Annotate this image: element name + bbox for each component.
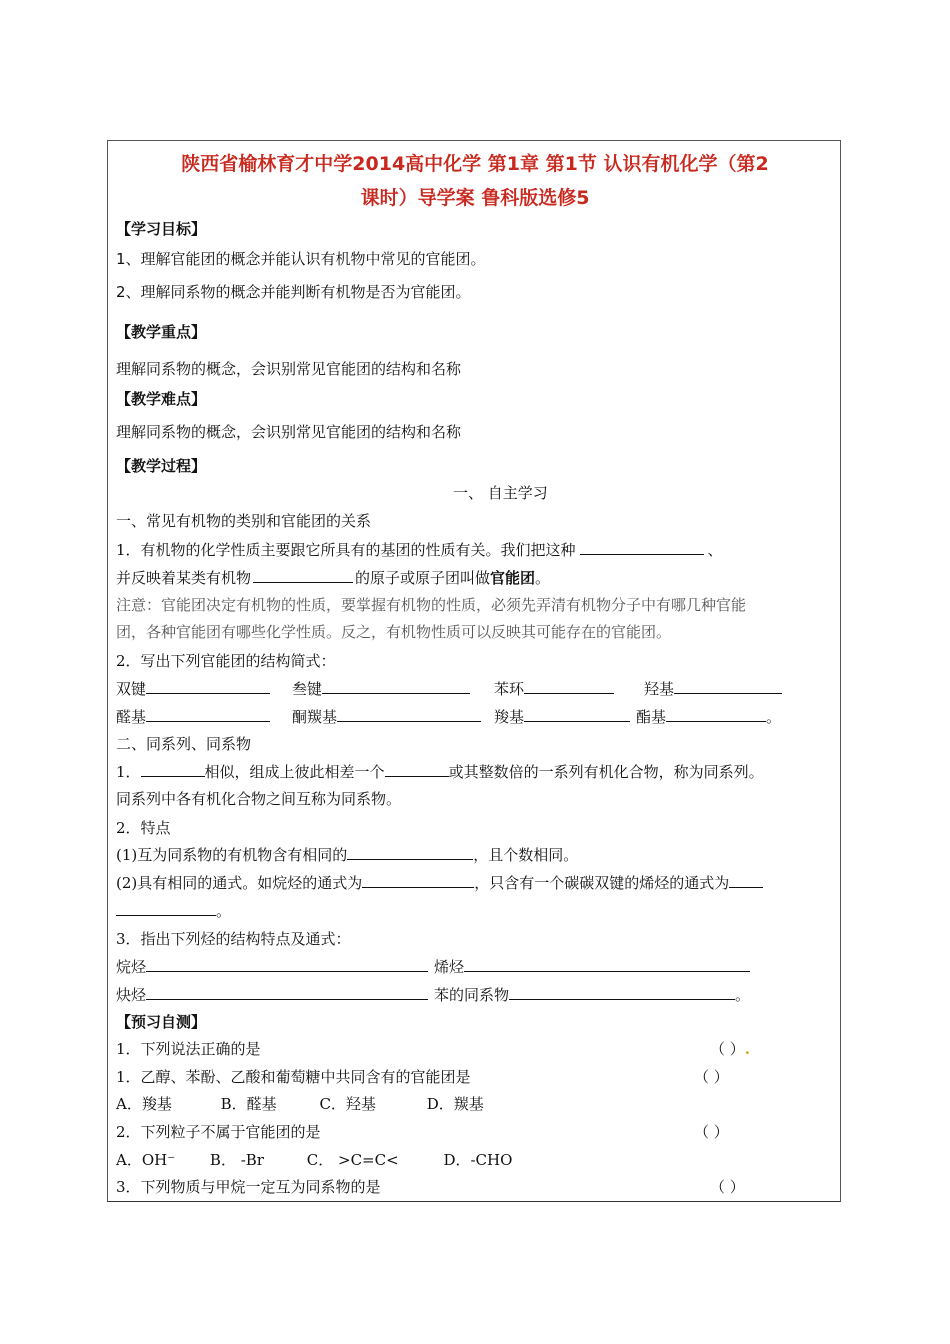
fg-label: 酯基	[636, 708, 667, 726]
dot-mark: .	[744, 1040, 751, 1058]
note-line-1: 注意：官能团决定有机物的性质，要掌握有机物的性质，必须先弄清有机物分子中有哪几种官能	[116, 596, 747, 614]
fg-blank[interactable]	[322, 678, 470, 694]
q1-comma: 、	[707, 541, 723, 559]
fg-row1-2	[292, 678, 470, 699]
doc-title-line1: 陕西省榆林育才中学2014高中化学 第1章 第1节 认识有机化学（第2	[181, 153, 769, 175]
document-frame	[107, 140, 841, 1202]
s1-blank-1[interactable]	[141, 761, 205, 777]
option-d[interactable]: D．羰基	[426, 1095, 484, 1113]
option-c[interactable]: C．羟基	[319, 1095, 376, 1113]
process-heading: 【教学过程】	[116, 457, 207, 475]
pq3-paren[interactable]: （ ）	[710, 1178, 745, 1196]
s2-item-2	[116, 872, 763, 893]
option-d[interactable]: D．-CHO	[443, 1151, 513, 1169]
fg-end: 。	[766, 708, 782, 726]
fg-label: 苯环	[494, 680, 525, 698]
option-a[interactable]: A．OH⁻	[116, 1151, 176, 1169]
fg-blank[interactable]	[146, 706, 270, 722]
part2-title: 二、同系列、同系物	[116, 735, 252, 753]
hc-row-1a	[116, 956, 428, 977]
s1-end: 或其整数倍的一系列有机化合物，称为同系列。	[448, 763, 764, 781]
fg-blank[interactable]	[146, 678, 270, 694]
s2-title: 2．特点	[116, 819, 171, 837]
doc-title-line2: 课时）导学案 鲁科版选修5	[360, 187, 590, 209]
fg-label: 叁键	[292, 680, 323, 698]
option-b[interactable]: B． -Br	[209, 1151, 264, 1169]
fg-row2-3	[494, 706, 630, 727]
s2-1-text: (1)互为同系物的有机物含有相同的	[116, 846, 348, 864]
difficulties-text: 理解同系物的概念，会识别常见官能团的结构和名称	[116, 423, 462, 441]
fg-blank[interactable]	[524, 706, 630, 722]
s2-2-text: (2)具有相同的通式。如烷烃的通式为	[116, 874, 363, 892]
fg-label: 羧基	[494, 708, 525, 726]
hc-label: 苯的同系物	[434, 986, 510, 1004]
fg-blank[interactable]	[674, 678, 782, 694]
section-title: 一、 自主学习	[453, 484, 548, 502]
difficulties-heading: 【教学难点】	[116, 390, 207, 408]
q1b-keyword: 官能团	[490, 569, 536, 587]
s1-mid: 相似，组成上彼此相差一个	[204, 763, 385, 781]
q1-blank-2[interactable]	[253, 567, 353, 583]
s2-item-1	[116, 844, 578, 865]
fg-row2-4	[636, 706, 781, 727]
q2-text: 2．写出下列官能团的结构简式：	[116, 652, 336, 670]
pq3-text: 3．下列物质与甲烷一定互为同系物的是	[116, 1178, 381, 1196]
q1b-text: 并反映着某类有机物	[116, 569, 252, 587]
s2-item-2-cont	[116, 900, 231, 921]
pq1-paren[interactable]: （ ）	[694, 1068, 729, 1086]
hc-end: 。	[735, 986, 751, 1004]
q1-text: 1．有机物的化学性质主要跟它所具有的基团的性质有关。我们把这种	[116, 541, 576, 559]
fg-blank[interactable]	[524, 678, 614, 694]
q1b-mid: 的原子或原子团叫做	[355, 569, 491, 587]
s1-line-b: 同系列中各有机化合物之间互称为同系物。	[116, 790, 402, 808]
s2-2-end: 。	[216, 902, 232, 920]
answer-paren[interactable]: （ ）	[710, 1040, 745, 1058]
pq1-options	[116, 1094, 484, 1114]
fg-label: 醛基	[116, 708, 147, 726]
hc-row-2b	[434, 984, 750, 1005]
hc-label: 烷烃	[116, 958, 147, 976]
objective-2: 2、理解同系物的概念并能判断有机物是否为官能团。	[116, 283, 471, 301]
s1-line-a	[116, 761, 764, 782]
s2-2-blank-2[interactable]	[729, 872, 763, 888]
key-points-text: 理解同系物的概念，会识别常见官能团的结构和名称	[116, 360, 462, 378]
preview-intro: 1．下列说法正确的是	[116, 1040, 261, 1058]
s1-prefix: 1．	[116, 763, 141, 781]
s3-title: 3．指出下列烃的结构特点及通式：	[116, 930, 351, 948]
s1-blank-2[interactable]	[385, 761, 449, 777]
fg-label: 羟基	[644, 680, 675, 698]
objective-1: 1、理解官能团的概念并能认识有机物中常见的官能团。	[116, 250, 486, 268]
q1-line-b	[116, 567, 550, 588]
option-a[interactable]: A．羧基	[116, 1095, 172, 1113]
fg-row2-2	[292, 706, 481, 727]
note-line-2: 团，各种官能团有哪些化学性质。反之，有机物性质可以反映其可能存在的官能团。	[116, 623, 672, 641]
fg-blank[interactable]	[666, 706, 766, 722]
s2-1-blank[interactable]	[347, 844, 473, 860]
hc-blank[interactable]	[146, 984, 428, 1000]
fg-label: 双键	[116, 680, 147, 698]
q1-blank-1[interactable]	[580, 539, 704, 555]
pq2-paren[interactable]: （ ）	[694, 1123, 729, 1141]
fg-row1-3	[494, 678, 614, 699]
pq2-text: 2．下列粒子不属于官能团的是	[116, 1123, 321, 1141]
hc-blank[interactable]	[146, 956, 428, 972]
fg-blank[interactable]	[337, 706, 481, 722]
hc-row-2a	[116, 984, 428, 1005]
hc-blank[interactable]	[464, 956, 750, 972]
pq1-text: 1．乙醇、苯酚、乙酸和葡萄糖中共同含有的官能团是	[116, 1068, 471, 1086]
preview-heading: 【预习自测】	[116, 1013, 207, 1031]
s2-2-blank-3[interactable]	[116, 900, 216, 916]
fg-row1	[116, 678, 270, 699]
s2-1-end: ，且个数相同。	[473, 846, 579, 864]
option-b[interactable]: B．醛基	[220, 1095, 277, 1113]
key-points-heading: 【教学重点】	[116, 323, 207, 341]
fg-row1-4	[644, 678, 782, 699]
q1b-end: 。	[535, 569, 551, 587]
hc-label: 炔烃	[116, 986, 147, 1004]
q1-line-a	[116, 539, 723, 560]
option-c[interactable]: C． >C=C<	[306, 1151, 399, 1169]
part1-title: 一、常见有机物的类别和官能团的关系	[116, 512, 372, 530]
objectives-heading: 【学习目标】	[116, 220, 207, 238]
preview-intro-paren	[710, 1039, 750, 1059]
s2-2-blank-1[interactable]	[362, 872, 474, 888]
hc-row-1b	[434, 956, 750, 977]
fg-row2	[116, 706, 270, 727]
fg-label: 酮羰基	[292, 708, 338, 726]
s2-2-mid: ，只含有一个碳碳双键的烯烃的通式为	[474, 874, 730, 892]
hc-label: 烯烃	[434, 958, 465, 976]
pq2-options	[116, 1150, 512, 1170]
hc-blank[interactable]	[509, 984, 735, 1000]
